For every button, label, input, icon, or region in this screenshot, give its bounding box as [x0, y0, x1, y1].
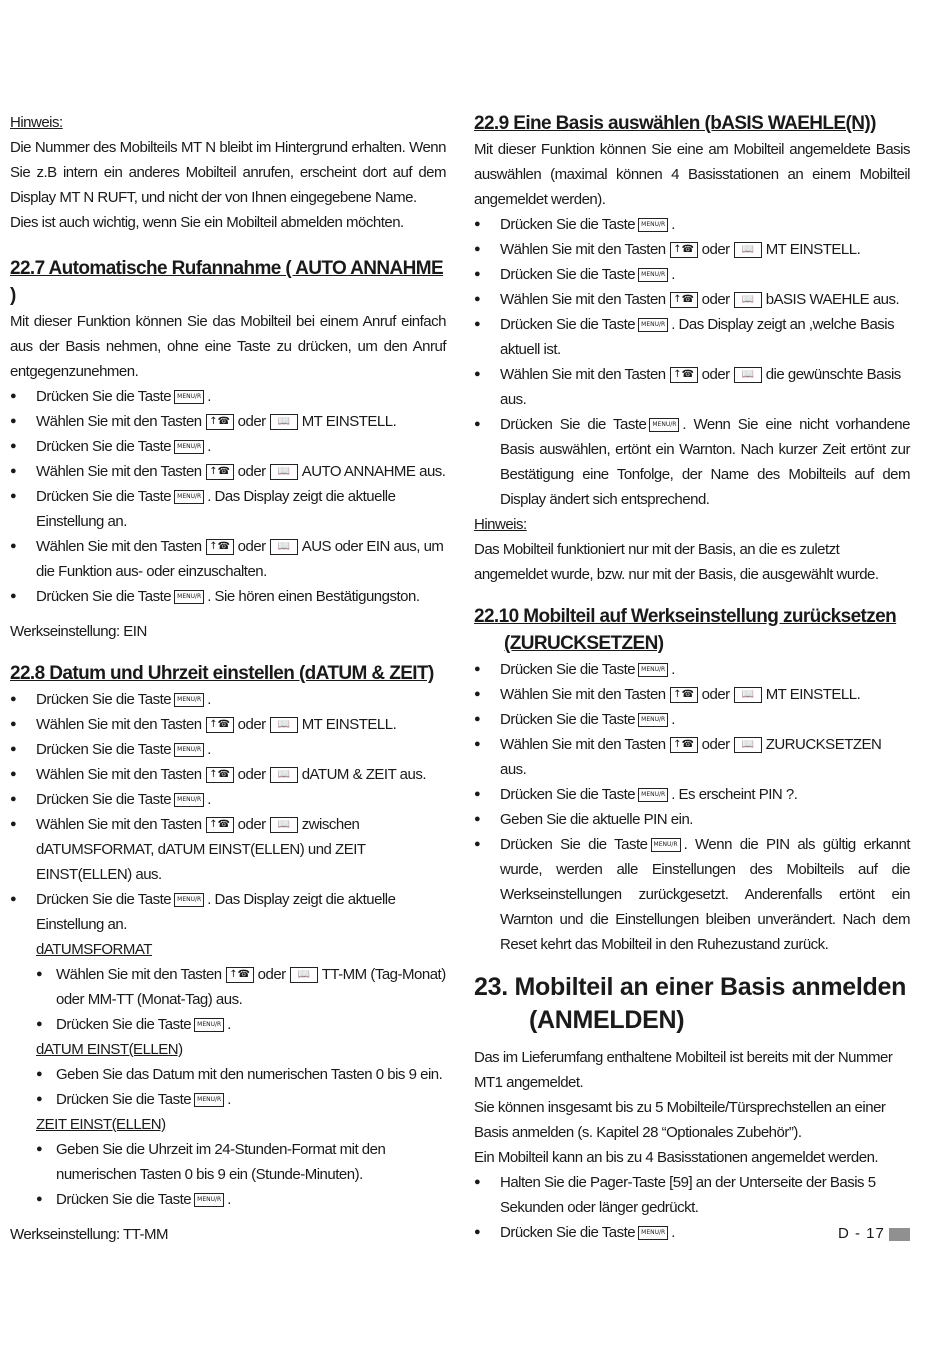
section-23-p1: Das im Lieferumfang enthaltene Mobilteil ist bereits mit der Nummer MT1 angemeldet.	[474, 1049, 893, 1091]
book-key-icon: 📖	[270, 414, 298, 430]
up-key-icon: ↑☎	[226, 967, 254, 983]
list-item: ● Wählen Sie mit den Tasten ↑☎ oder 📖 die gewünschte Basis aus.	[474, 362, 910, 412]
list-item: ● Wählen Sie mit den Tasten ↑☎ oder 📖 MT EINSTELL.	[10, 409, 446, 434]
list-item: ● Drücken Sie die Taste MENU/R .	[10, 384, 446, 409]
menu-key-icon: MENU/R	[638, 663, 668, 677]
list-item: ● Geben Sie das Datum mit den numerischen Tasten 0 bis 9 ein.	[36, 1062, 446, 1087]
datumsformat-block	[10, 937, 446, 1212]
left-column	[10, 110, 446, 1247]
section-22-9-intro: Mit dieser Funktion können Sie eine am Mobilteil angemeldete Basis auswählen (maximal können 4 Basisstationen an einem Mobilteil angemeldet werden).	[474, 141, 910, 208]
menu-key-icon: MENU/R	[638, 318, 668, 332]
up-key-icon: ↑☎	[670, 242, 698, 258]
list-item: ● Drücken Sie die Taste MENU/R .	[36, 1187, 446, 1212]
up-key-icon: ↑☎	[670, 687, 698, 703]
list-item: ● Wählen Sie mit den Tasten ↑☎ oder 📖 AUS oder EIN aus, um die Funktion aus- oder einzuschalten.	[10, 534, 446, 584]
menu-key-icon: MENU/R	[174, 490, 204, 504]
list-item: ● Drücken Sie die Taste MENU/R . Das Display zeigt die aktuelle Einstellung an.	[10, 484, 446, 534]
section-22-7-default: Werkseinstellung: EIN	[10, 623, 147, 640]
menu-key-icon: MENU/R	[649, 418, 679, 432]
menu-key-icon: MENU/R	[651, 838, 681, 852]
menu-key-icon: MENU/R	[638, 268, 668, 282]
hinweis-text-2: Dies ist auch wichtig, wenn Sie ein Mobilteil abmelden möchten.	[10, 214, 404, 231]
section-23-title: 23. Mobilteil an einer Basis anmelden	[474, 973, 907, 1001]
menu-key-icon: MENU/R	[174, 390, 204, 404]
list-item: ● Drücken Sie die Taste MENU/R . Es erscheint PIN ?.	[474, 782, 910, 807]
up-key-icon: ↑☎	[206, 767, 234, 783]
up-key-icon: ↑☎	[206, 414, 234, 430]
hinweis-text-right: Das Mobilteil funktioniert nur mit der Basis, an die es zuletzt angemeldet wurde, bzw. nur mit der Basis, die ausgewählt wurde.	[474, 541, 879, 583]
book-key-icon: 📖	[270, 817, 298, 833]
menu-key-icon: MENU/R	[174, 793, 204, 807]
list-item: ● Wählen Sie mit den Tasten ↑☎ oder 📖 TT-MM (Tag-Monat) oder MM-TT (Monat-Tag) aus.	[36, 962, 446, 1012]
list-item: ● Drücken Sie die Taste MENU/R .	[474, 1220, 910, 1245]
list-item: ● Wählen Sie mit den Tasten ↑☎ oder 📖 zwischen dATUMSFORMAT, dATUM EINST(ELLEN) und ZEIT EINST(ELLEN) aus.	[10, 812, 446, 887]
datum-einst-steps	[36, 1062, 446, 1112]
hinweis-label-right: Hinweis:	[474, 516, 527, 533]
menu-key-icon: MENU/R	[174, 440, 204, 454]
book-key-icon: 📖	[734, 687, 762, 703]
list-item: ● Drücken Sie die Taste MENU/R .	[10, 434, 446, 459]
up-key-icon: ↑☎	[206, 539, 234, 555]
list-item: ● Drücken Sie die Taste MENU/R .	[36, 1087, 446, 1112]
list-item: ● Drücken Sie die Taste MENU/R . Das Display zeigt an ,welche Basis aktuell ist.	[474, 312, 910, 362]
book-key-icon: 📖	[270, 464, 298, 480]
list-item: ● Drücken Sie die Taste MENU/R .	[474, 212, 910, 237]
section-22-9-steps	[474, 212, 910, 512]
up-key-icon: ↑☎	[670, 367, 698, 383]
up-key-icon: ↑☎	[670, 737, 698, 753]
hinweis-label: Hinweis:	[10, 114, 63, 131]
zeit-einst-label: ZEIT EINST(ELLEN)	[36, 1116, 166, 1133]
section-22-8-default: Werkseinstellung: TT-MM	[10, 1226, 168, 1243]
list-item: ● Drücken Sie die Taste MENU/R .	[474, 657, 910, 682]
list-item: ● Drücken Sie die Taste MENU/R .	[10, 737, 446, 762]
book-key-icon: 📖	[734, 367, 762, 383]
book-key-icon: 📖	[290, 967, 318, 983]
up-key-icon: ↑☎	[206, 817, 234, 833]
section-22-7-title: 22.7 Automatische Rufannahme ( AUTO ANNAHME )	[10, 258, 444, 306]
section-22-10-steps	[474, 657, 910, 957]
book-key-icon: 📖	[734, 737, 762, 753]
menu-key-icon: MENU/R	[174, 893, 204, 907]
list-item: ● Drücken Sie die Taste MENU/R .	[36, 1012, 446, 1037]
menu-key-icon: MENU/R	[194, 1093, 224, 1107]
menu-key-icon: MENU/R	[194, 1018, 224, 1032]
list-item: ● Wählen Sie mit den Tasten ↑☎ oder 📖 MT EINSTELL.	[474, 237, 910, 262]
hinweis-text: Die Nummer des Mobilteils MT N bleibt im Hintergrund erhalten. Wenn Sie z.B intern ein anderes Mobilteil anrufen, erscheint dort auf dem Display MT N RUFT, und nicht der von Ihnen eingegebene Name.	[10, 139, 446, 206]
list-item: ● Halten Sie die Pager-Taste [59] an der Unterseite der Basis 5 Sekunden oder länger gedrückt.	[474, 1170, 910, 1220]
list-item: ● Wählen Sie mit den Tasten ↑☎ oder 📖 MT EINSTELL.	[10, 712, 446, 737]
up-key-icon: ↑☎	[670, 292, 698, 308]
list-item: ● Drücken Sie die Taste MENU/R . Das Display zeigt die aktuelle Einstellung an.	[10, 887, 446, 937]
list-item: ● Drücken Sie die Taste MENU/R . Wenn Sie eine nicht vorhandene Basis auswählen, ertönt ein Warnton. Nach kurzer Zeit ertönt zur Bestätigung eine Tonfolge, der Name des Mobilteils auf dem Display ändert sich entsprechend.	[474, 412, 910, 512]
right-column	[474, 110, 910, 1245]
book-key-icon: 📖	[734, 292, 762, 308]
section-22-8-steps	[10, 687, 446, 937]
menu-key-icon: MENU/R	[174, 743, 204, 757]
list-item: ● Drücken Sie die Taste MENU/R .	[10, 787, 446, 812]
menu-key-icon: MENU/R	[174, 693, 204, 707]
menu-key-icon: MENU/R	[638, 713, 668, 727]
list-item: ● Wählen Sie mit den Tasten ↑☎ oder 📖 dATUM & ZEIT aus.	[10, 762, 446, 787]
menu-key-icon: MENU/R	[638, 788, 668, 802]
section-22-7-steps	[10, 384, 446, 609]
section-22-10-title-2: (ZURUCKSETZEN)	[504, 633, 664, 654]
list-item: ● Geben Sie die Uhrzeit im 24-Stunden-Format mit den numerischen Tasten 0 bis 9 ein (Stunde-Minuten).	[36, 1137, 446, 1187]
section-23-p2: Sie können insgesamt bis zu 5 Mobilteile/Türsprechstellen an einer Basis anmelden (s. Kapitel 28 “Optionales Zubehör”).	[474, 1099, 886, 1141]
menu-key-icon: MENU/R	[194, 1193, 224, 1207]
section-23-title-2: (ANMELDEN)	[529, 1006, 685, 1034]
list-item: ● Drücken Sie die Taste MENU/R .	[474, 707, 910, 732]
list-item: ● Drücken Sie die Taste MENU/R .	[10, 687, 446, 712]
list-item: ● Wählen Sie mit den Tasten ↑☎ oder 📖 ZURUCKSETZEN aus.	[474, 732, 910, 782]
up-key-icon: ↑☎	[206, 464, 234, 480]
section-23-p3: Ein Mobilteil kann an bis zu 4 Basisstationen angemeldet werden.	[474, 1149, 879, 1166]
page-number-bar	[889, 1228, 910, 1241]
list-item: ● Drücken Sie die Taste MENU/R . Wenn die PIN als gültig erkannt wurde, werden alle Einstellungen des Mobilteils auf die Werkseinstellungen zurückgesetzt. Anderenfalls ertönt ein Warnton und die Einstellungen bleiben unverändert. Nach dem Reset kehrt das Mobilteil in den Ruhezustand zurück.	[474, 832, 910, 957]
book-key-icon: 📖	[270, 717, 298, 733]
list-item: ● Wählen Sie mit den Tasten ↑☎ oder 📖 bASIS WAEHLE aus.	[474, 287, 910, 312]
section-22-10-title: 22.10 Mobilteil auf Werkseinstellung zurücksetzen	[474, 606, 897, 627]
list-item: ● Geben Sie die aktuelle PIN ein.	[474, 807, 910, 832]
page-number: D - 17	[838, 1225, 885, 1242]
menu-key-icon: MENU/R	[174, 590, 204, 604]
menu-key-icon: MENU/R	[638, 1226, 668, 1240]
list-item: ● Wählen Sie mit den Tasten ↑☎ oder 📖 MT EINSTELL.	[474, 682, 910, 707]
section-22-9-title: 22.9 Eine Basis auswählen (bASIS WAEHLE(N))	[474, 113, 876, 134]
list-item: ● Drücken Sie die Taste MENU/R . Sie hören einen Bestätigungston.	[10, 584, 446, 609]
datumsformat-steps	[36, 962, 446, 1037]
section-22-7-intro: Mit dieser Funktion können Sie das Mobilteil bei einem Anruf einfach aus der Basis nehmen, ohne eine Taste zu drücken, um den Anruf entgegenzunehmen.	[10, 313, 446, 380]
book-key-icon: 📖	[270, 767, 298, 783]
datumsformat-label: dATUMSFORMAT	[36, 941, 152, 958]
datum-einst-label: dATUM EINST(ELLEN)	[36, 1041, 183, 1058]
list-item: ● Drücken Sie die Taste MENU/R .	[474, 262, 910, 287]
book-key-icon: 📖	[734, 242, 762, 258]
menu-key-icon: MENU/R	[638, 218, 668, 232]
list-item: ● Wählen Sie mit den Tasten ↑☎ oder 📖 AUTO ANNAHME aus.	[10, 459, 446, 484]
book-key-icon: 📖	[270, 539, 298, 555]
section-22-8-title: 22.8 Datum und Uhrzeit einstellen (dATUM & ZEIT)	[10, 663, 434, 684]
zeit-einst-steps	[36, 1137, 446, 1212]
up-key-icon: ↑☎	[206, 717, 234, 733]
